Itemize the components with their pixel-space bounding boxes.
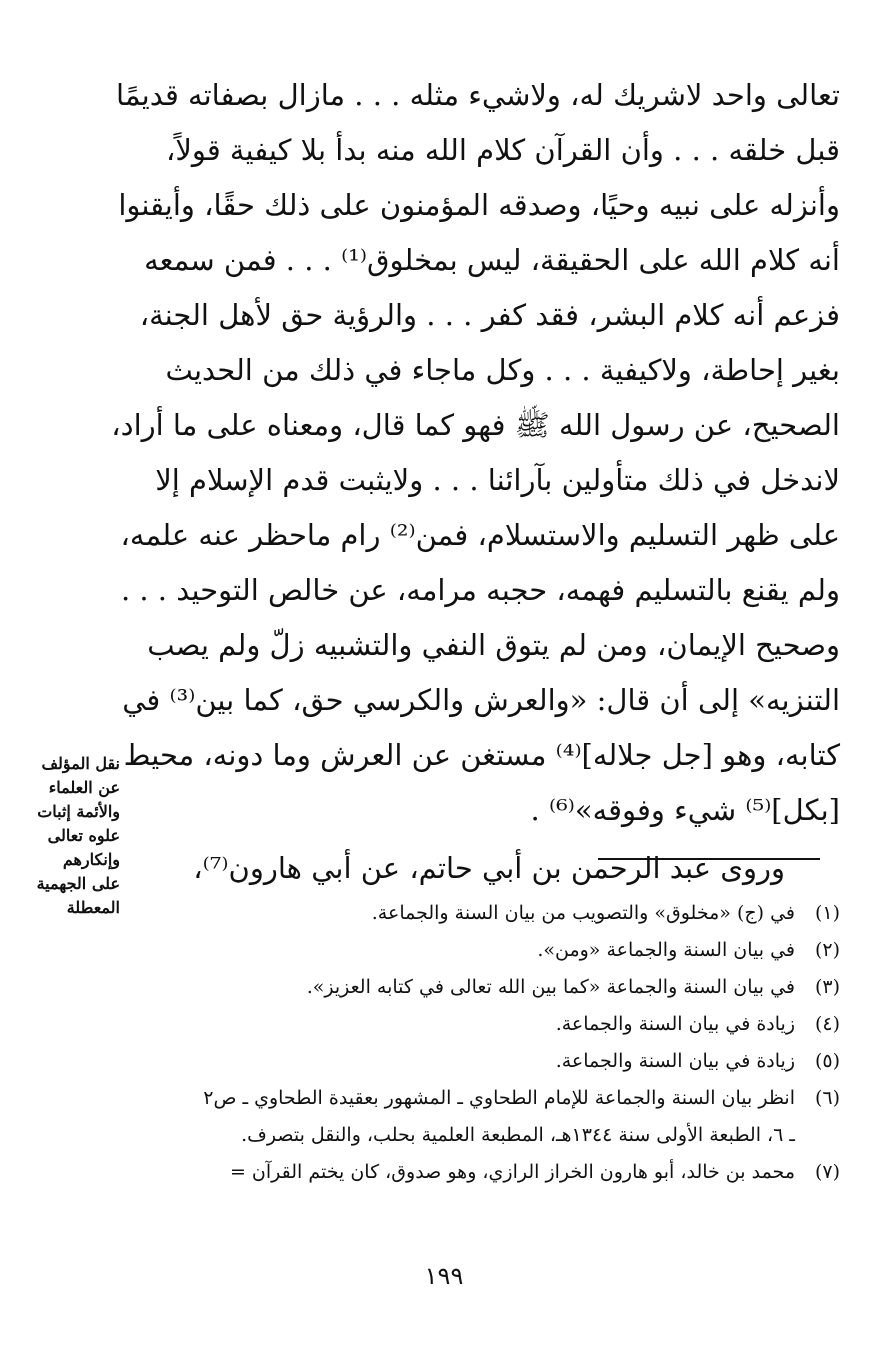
footnote-number: (٣) xyxy=(814,976,840,998)
footnote-number: (٦) xyxy=(814,1087,840,1109)
footnote-number: (٥) xyxy=(814,1050,840,1072)
margin-note-line: المعطلة xyxy=(66,898,120,917)
footnote-number: (١) xyxy=(814,902,840,924)
page-number: ١٩٩ xyxy=(424,1262,464,1290)
footnote-number: (٤) xyxy=(814,1013,840,1035)
footnote-text: في (ج) «مخلوق» والتصويب من بيان السنة والجماعة. xyxy=(371,902,795,924)
body-line: وصحيح الإيمان، ومن لم يتوق النفي والتشبيه زلّ ولم يصب xyxy=(147,628,840,662)
footnote xyxy=(150,1006,840,1043)
body-line: التنزيه» إلى أن قال: «والعرش والكرسي حق، كما بين⁽³⁾ في xyxy=(122,683,840,717)
body-line: الصحيح، عن رسول الله ﷺ فهو كما قال، ومعناه على ما أراد، xyxy=(111,408,840,442)
footnote xyxy=(150,932,840,969)
body-line: بغير إحاطة، ولاكيفية . . . وكل ماجاء في ذلك من الحديث xyxy=(165,353,840,387)
footnote-number: (٧) xyxy=(814,1161,840,1183)
footnote-number: (٢) xyxy=(814,939,840,961)
body-line: كتابه، وهو [جل جلاله]⁽⁴⁾ مستغن عن العرش وما دونه، محيط xyxy=(123,738,840,772)
body-line: فزعم أنه كلام البشر، فقد كفر . . . والرؤية حق لأهل الجنة، xyxy=(139,298,840,332)
footnote xyxy=(150,895,840,932)
body-line: قبل خلقه . . . وأن القرآن كلام الله منه بدأ بلا كيفية قولاً، xyxy=(165,133,840,167)
footnote-separator xyxy=(598,858,820,860)
footnote-text: محمد بن خالد، أبو هارون الخراز الرازي، وهو صدوق، كان يختم القرآن = xyxy=(229,1161,795,1183)
footnote-continuation: ـ ٦، الطبعة الأولى سنة ١٣٤٤هـ، المطبعة العلمية بحلب، والنقل بتصرف. xyxy=(241,1124,795,1146)
body-line: ولم يقنع بالتسليم فهمه، حجبه مرامه، عن خالص التوحيد . . . xyxy=(120,573,840,607)
margin-note-line: نقل المؤلف xyxy=(41,754,120,773)
body-line: تعالى واحد لاشريك له، ولاشيء مثله . . . مازال بصفاته قديمًا xyxy=(116,78,840,112)
footnote-text: في بيان السنة والجماعة «ومن». xyxy=(537,939,795,961)
main-text xyxy=(111,68,840,896)
body-line: على ظهر التسليم والاستسلام، فمن⁽²⁾ رام ماحظر عنه علمه، xyxy=(120,518,840,552)
margin-note-line: والأئمة إثبات xyxy=(37,802,120,821)
body-line: [بكل]⁽⁵⁾ شيء وفوقه»⁽⁶⁾ . xyxy=(530,793,840,827)
footnote xyxy=(150,1043,840,1080)
margin-note-line: علوه تعالى xyxy=(47,826,120,845)
footnote xyxy=(150,969,840,1006)
body-line: وأنزله على نبيه وحيًا، وصدقه المؤمنون على ذلك حقًا، وأيقنوا xyxy=(118,188,840,222)
body-paragraph-start: وروى عبد الرحمن بن أبي حاتم، عن أبي هارون⁽⁷⁾، xyxy=(193,851,785,885)
footnote-text: في بيان السنة والجماعة «كما بين الله تعالى في كتابه العزيز». xyxy=(306,976,795,998)
footnote-text: انظر بيان السنة والجماعة للإمام الطحاوي ـ المشهور بعقيدة الطحاوي ـ ص٢ xyxy=(203,1087,795,1109)
footnote-text: زيادة في بيان السنة والجماعة. xyxy=(555,1050,795,1072)
margin-note-line: عن العلماء xyxy=(48,778,120,797)
body-line: أنه كلام الله على الحقيقة، ليس بمخلوق⁽¹⁾ . . . فمن سمعه xyxy=(144,243,840,277)
footnote xyxy=(150,1080,840,1117)
margin-note xyxy=(8,752,120,920)
margin-note-line: على الجهمية xyxy=(36,874,120,893)
footnotes xyxy=(150,895,840,1191)
body-line: لاندخل في ذلك متأولين بآرائنا . . . ولايثبت قدم الإسلام إلا xyxy=(155,463,840,497)
footnote xyxy=(150,1154,840,1191)
margin-note-line: وإنكارهم xyxy=(62,850,120,869)
footnote-text: زيادة في بيان السنة والجماعة. xyxy=(555,1013,795,1035)
